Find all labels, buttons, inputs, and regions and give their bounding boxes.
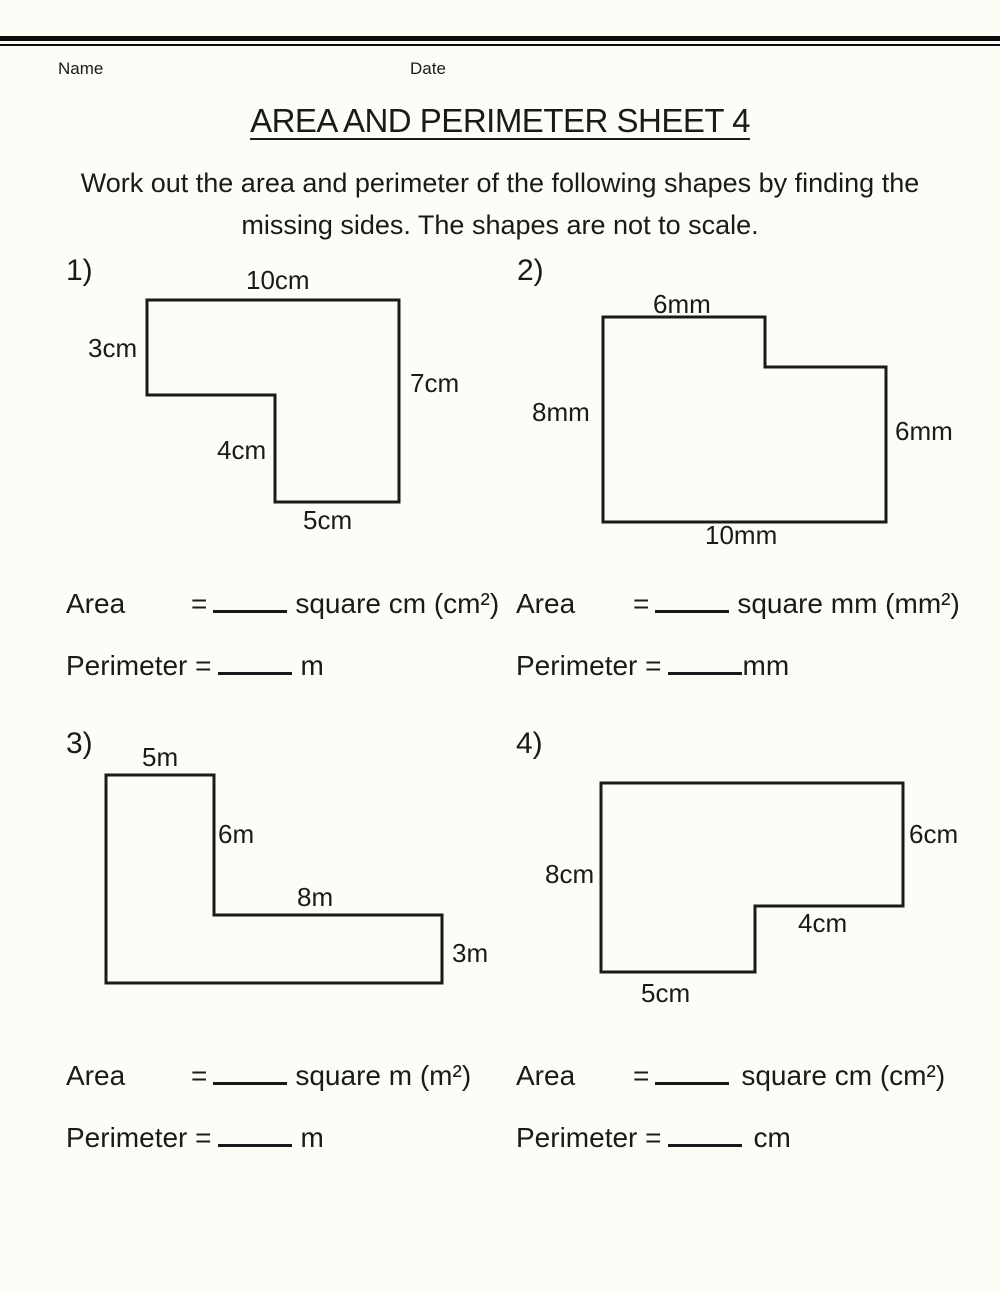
problem-4-side-bottom: 5cm [641,978,691,1008]
problem-1-number: 1) [66,254,93,287]
problem-2-perimeter-row [516,646,789,680]
problem-4-shape [594,776,914,982]
area-label: Area [66,1060,126,1091]
perimeter-answer-blank[interactable] [668,1118,742,1147]
problem-3-side-right: 3m [452,938,489,968]
area-answer-blank[interactable] [655,1056,729,1085]
problem-3-perimeter-row [66,1118,324,1152]
name-label: Name [58,59,104,78]
l-shape-outline [106,775,442,983]
problem-2-area-row [516,584,960,618]
problem-4-area-row [516,1056,945,1090]
problem-3-side-inner-vertical: 6m [218,819,255,849]
notched-shape-outline [601,783,903,972]
problem-2-number: 2) [517,254,544,287]
l-shape-outline [147,300,399,502]
problem-2-side-left: 8mm [532,397,590,427]
problem-1-side-left: 3cm [88,333,138,363]
problem-3-side-top: 5m [142,742,179,772]
problem-3-shape [99,768,451,992]
problem-3-side-inner-horizontal: 8m [297,882,334,912]
perimeter-label: Perimeter = [66,650,212,681]
problem-4-perimeter-row [516,1118,791,1152]
problem-4-number: 4) [516,727,543,760]
top-rule-thick [0,36,1000,41]
problem-1-side-inner: 4cm [217,435,267,465]
perimeter-label: Perimeter = [516,1122,662,1153]
problem-3-area-row [66,1056,471,1090]
problem-2-side-top: 6mm [653,289,711,319]
area-label: Area [66,588,126,619]
area-unit: square cm (cm²) [295,588,500,619]
date-label: Date [410,59,446,78]
problem-1-shape [140,293,410,509]
perimeter-unit: cm [753,1122,791,1153]
problem-1-perimeter-row [66,646,324,680]
perimeter-answer-blank[interactable] [668,646,742,675]
area-answer-blank[interactable] [213,584,287,613]
area-answer-blank[interactable] [213,1056,287,1085]
perimeter-unit: m [300,1122,324,1153]
area-unit: square m (m²) [295,1060,472,1091]
perimeter-label: Perimeter = [516,650,662,681]
problem-4-side-left: 8cm [545,859,595,889]
perimeter-answer-blank[interactable] [218,646,292,675]
area-unit: square cm (cm²) [741,1060,946,1091]
problem-3-number: 3) [66,727,93,760]
equals-sign: = [633,1060,650,1091]
area-label: Area [516,1060,576,1091]
problem-1-side-right: 7cm [410,368,460,398]
top-rule-thin [0,44,1000,46]
equals-sign: = [191,588,208,619]
instructions-line-2: missing sides. The shapes are not to scale. [241,210,759,240]
problem-4-side-right: 6cm [909,819,959,849]
area-unit: square mm (mm²) [737,588,960,619]
perimeter-unit: mm [742,650,790,681]
perimeter-unit: m [300,650,324,681]
area-label: Area [516,588,576,619]
area-answer-blank[interactable] [655,584,729,613]
problem-1-side-bottom: 5cm [303,505,353,535]
problem-4-side-inner-horizontal: 4cm [798,908,848,938]
step-shape-outline [603,317,886,522]
problem-2-shape [596,310,896,532]
problem-1-area-row [66,584,499,618]
page-title: AREA AND PERIMETER SHEET 4 [250,102,750,139]
perimeter-label: Perimeter = [66,1122,212,1153]
problem-1-side-top: 10cm [246,265,310,295]
problem-2-side-bottom: 10mm [705,520,778,550]
equals-sign: = [633,588,650,619]
equals-sign: = [191,1060,208,1091]
instructions-line-1: Work out the area and perimeter of the following shapes by finding the [80,168,920,198]
problem-2-side-right: 6mm [895,416,953,446]
perimeter-answer-blank[interactable] [218,1118,292,1147]
